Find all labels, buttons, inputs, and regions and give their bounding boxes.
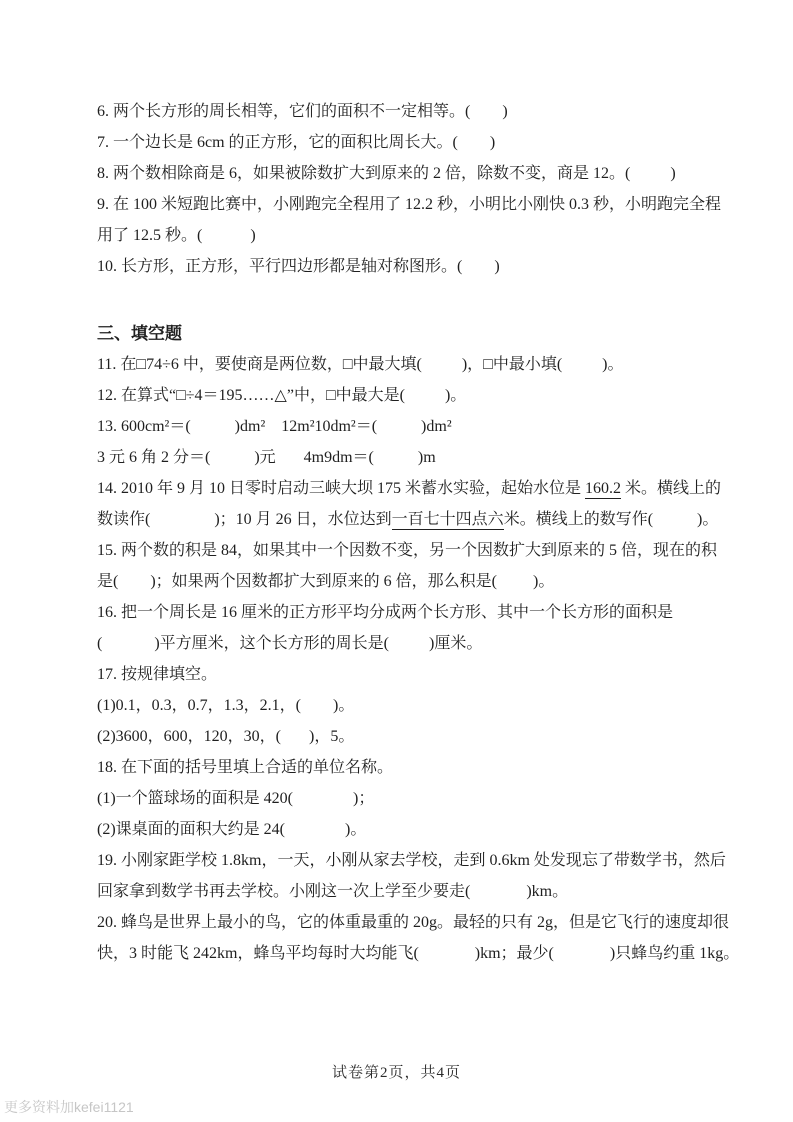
question-14-text-a: 14. 2010 年 9 月 10 日零时启动三峡大坝 175 米蓄水实验，起始水位是 [97, 480, 586, 497]
question-17-item-1: (1)0.1，0.3，0.7，1.3，2.1，( )。 [97, 697, 355, 714]
question-8: 8. 两个数相除商是 6，如果被除数扩大到原来的 2 倍，除数不变，商是 12。( ) [97, 165, 676, 182]
question-17-item-2: (2)3600，600，120，30，( )，5。 [97, 728, 355, 745]
question-7: 7. 一个边长是 6cm 的正方形，它的面积比周长大。( ) [97, 134, 496, 151]
question-16-line-1: 16. 把一个周长是 16 厘米的正方形平均分成两个长方形、其中一个长方形的面积是 [97, 604, 674, 621]
question-20-line-1: 20. 蜂鸟是世界上最小的鸟，它的体重最重的 20g。最轻的只有 2g，但是它飞行的速度却很 [97, 914, 730, 931]
question-11: 11. 在□74÷6 中，要使商是两位数，□中最大填( )，□中最小填( )。 [97, 356, 624, 373]
question-10: 10. 长方形，正方形，平行四边形都是轴对称图形。( ) [97, 258, 500, 275]
question-15-line-1: 15. 两个数的积是 84，如果其中一个因数不变，另一个因数扩大到原来的 5 倍，现在的积 [97, 542, 718, 559]
question-20-line-2: 快，3 时能飞 242km，蜂鸟平均每时大均能飞( )km；最少( )只蜂鸟约重 1kg。 [97, 945, 740, 962]
page-number-label: 试卷第2页，共4页 [331, 1065, 461, 1081]
question-14-underlined-number: 160.2 [585, 480, 622, 497]
page-footer [0, 1062, 793, 1084]
question-6: 6. 两个长方形的周长相等，它们的面积不一定相等。( ) [97, 103, 508, 120]
question-13-row-2: 3 元 6 角 2 分＝( )元 4m9dm＝( )m [97, 449, 436, 466]
question-16-line-2: ( )平方厘米，这个长方形的周长是( )厘米。 [97, 635, 483, 652]
question-18: 18. 在下面的括号里填上合适的单位名称。 [97, 759, 394, 776]
question-14-text-d: 米。横线上的数写作( )。 [503, 511, 719, 528]
paper-content [97, 96, 740, 969]
question-18-item-2: (2)课桌面的面积大约是 24( )。 [97, 821, 367, 838]
question-9-line-1: 9. 在 100 米短跑比赛中，小刚跑完全程用了 12.2 秒，小明比小刚快 0.3 秒，小明跑完全程 [97, 196, 722, 213]
question-19-line-2: 回家拿到数学书再去学校。小刚这一次上学至少要走( )km。 [97, 883, 569, 900]
question-17: 17. 按规律填空。 [97, 666, 218, 683]
question-13-row-1: 13. 600cm²＝( )dm² 12m²10dm²＝( )dm² [97, 418, 452, 435]
watermark-text: 更多资料加kefei1121 [4, 1099, 134, 1115]
question-14-text-c: 数读作( )；10 月 26 日，水位达到 [97, 511, 392, 528]
question-19-line-1: 19. 小刚家距学校 1.8km，一天，小刚从家去学校，走到 0.6km 处发现忘了带数学书，然后 [97, 852, 726, 869]
question-14-line-2 [97, 504, 719, 535]
question-15-line-2: 是( )；如果两个因数都扩大到原来的 6 倍，那么积是( )。 [97, 573, 555, 590]
question-12: 12. 在算式“□÷4＝195……△”中，□中最大是( )。 [97, 387, 467, 404]
section-3-heading: 三、填空题 [97, 324, 182, 343]
question-18-item-1: (1)一个篮球场的面积是 420( )； [97, 790, 375, 807]
question-14-line-1 [97, 473, 722, 504]
question-14-text-b: 米。横线上的 [621, 480, 722, 497]
question-9-line-2: 用了 12.5 秒。( ) [97, 227, 256, 244]
question-14-underlined-words: 一百七十四点六 [391, 511, 504, 528]
